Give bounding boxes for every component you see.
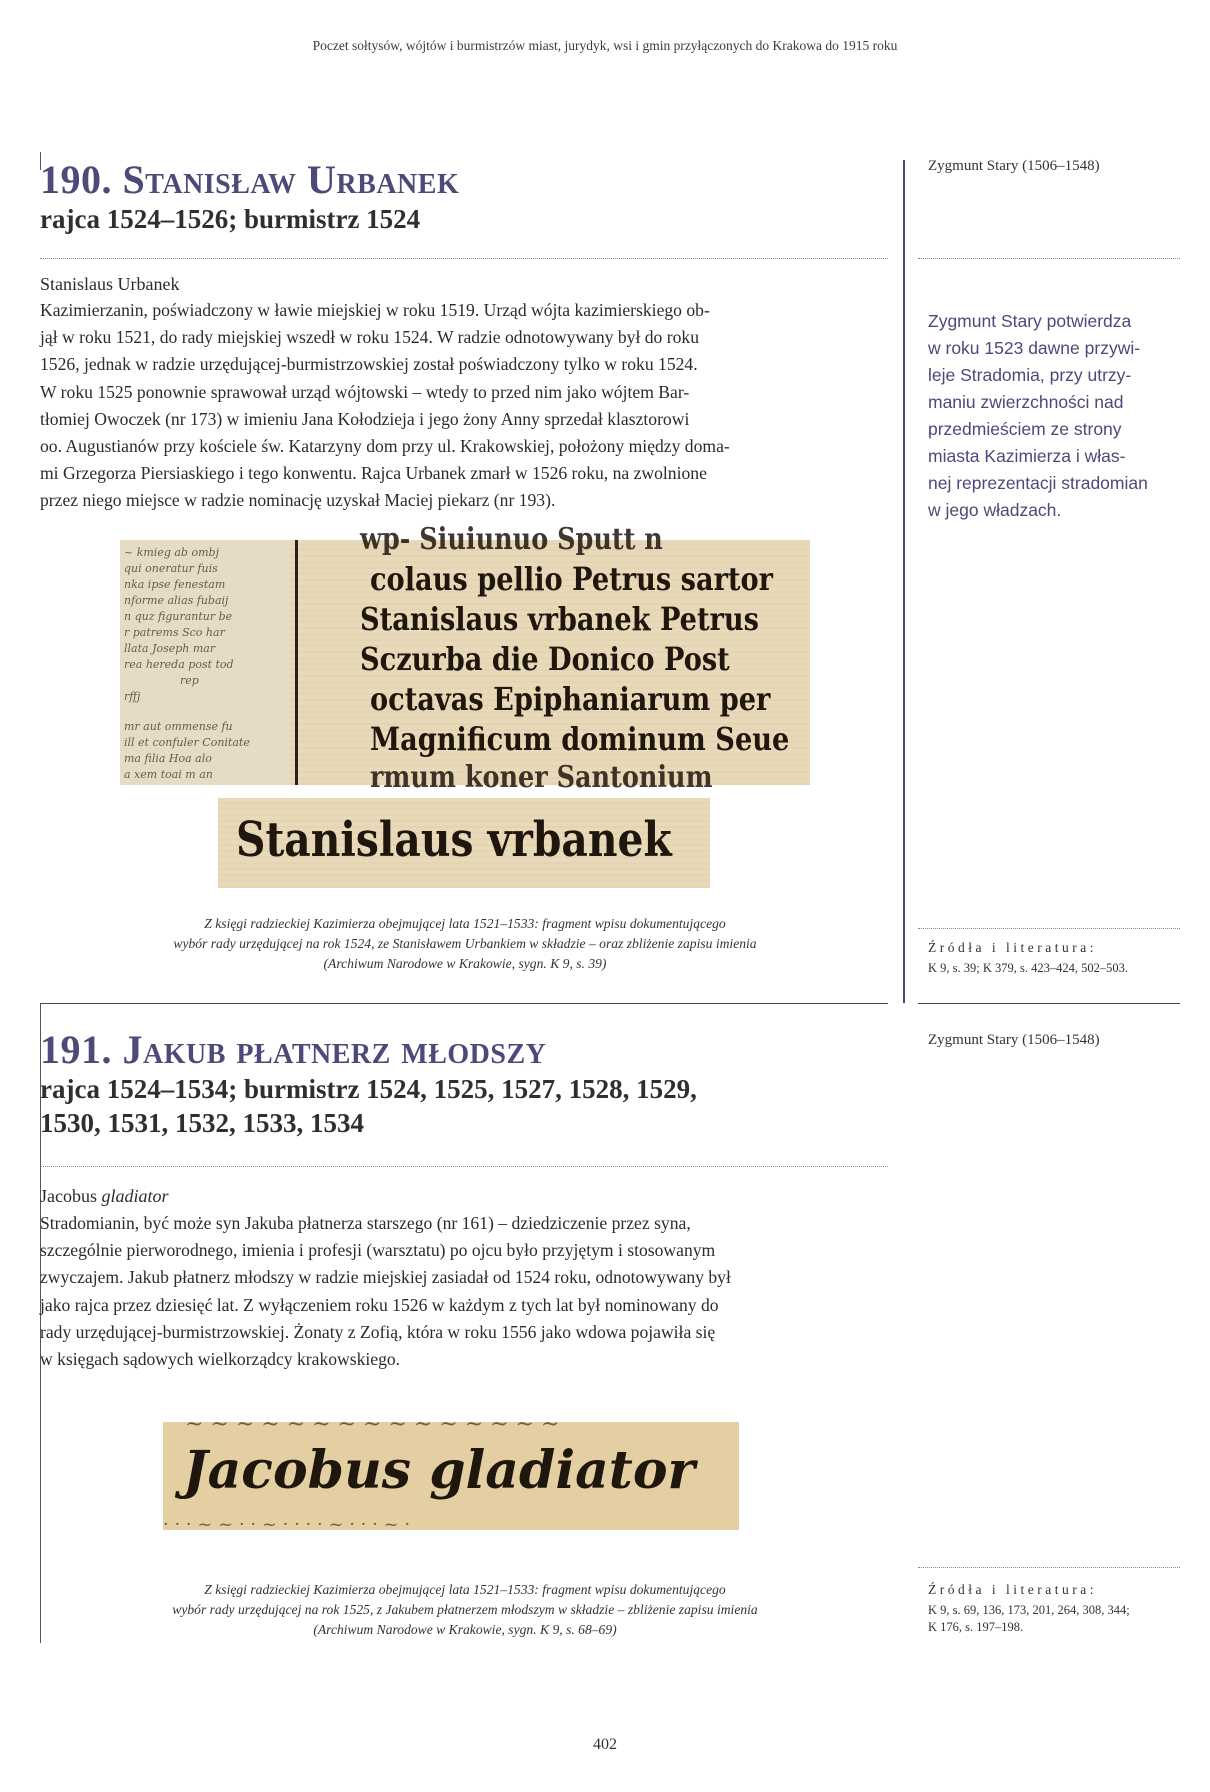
entry-title (40, 1026, 546, 1073)
body-line: Stradomianin, być może syn Jakuba płatnerza starszego (nr 161) – dziedziczenie przez syna, (40, 1213, 691, 1233)
manuscript-margin-notes: ~ kmieg ab ombj qui oneratur fuis nka ipse fenestam nforme alias fubaij n quz figurantur be r patrems Sco har llata Joseph mar rea hereda post tod rep rffj mr aut ommense fu ill et confuler Conitate ma filia Hoa alo a xem toai m an (120, 540, 290, 785)
side-note-line: nej reprezentacji stradomian (928, 473, 1148, 493)
caption-line: (Archiwum Narodowe w Krakowie, sygn. K 9, s. 39) (323, 956, 607, 971)
column-divider (903, 160, 905, 1003)
entry-subtitle: rajca 1524–1526; burmistrz 1524 (40, 204, 421, 234)
caption-line: Z księgi radzieckiej Kazimierza obejmującej lata 1521–1533: fragment wpisu dokumentującego (204, 916, 726, 931)
side-divider (918, 1003, 1180, 1004)
sources-rule (918, 928, 1180, 929)
body-line: oo. Augustianów przy kościele św. Katarzyny dom przy ul. Krakowskiej, położony między doma- (40, 436, 730, 457)
body-line: jął w roku 1521, do rady miejskiej wszedł w roku 1524. W radzie odnotowywany był do roku (40, 327, 700, 348)
manuscript-line: Stanislaus vrbanek Petrus (360, 600, 759, 638)
entry-title (40, 156, 459, 203)
side-reign-heading: Zygmunt Stary (1506–1548) (928, 1032, 1100, 1048)
body-line: w księgach sądowych wielkorządcy krakowskiego. (40, 1349, 401, 1370)
sources-text (928, 960, 1188, 977)
sources-rule (918, 1567, 1180, 1568)
body-line: 1526, jednak w radzie urzędującej-burmistrzowskiej został poświadczony tylko w roku 1524. (40, 354, 698, 375)
latin-name (40, 1186, 169, 1207)
sources-label: Źródła i literatura: (928, 1582, 1097, 1597)
manuscript-line: colaus pellio Petrus sartor (370, 560, 773, 598)
side-rule (918, 258, 1180, 259)
caption-line: Z księgi radzieckiej Kazimierza obejmującej lata 1521–1533: fragment wpisu dokumentującego (204, 1582, 726, 1597)
manuscript-column-line (295, 540, 298, 785)
latin-name (40, 274, 179, 295)
entry-number: 191. (40, 1027, 112, 1072)
figure-caption (40, 1580, 890, 1640)
entry-subtitle (40, 1072, 880, 1140)
entry-name: Jakub płatnerz młodszy (122, 1027, 547, 1072)
caption-line: wybór rady urzędującej na rok 1525, z Jakubem płatnerzem młodszym w składzie – zbliżenie zapisu imienia (172, 1602, 758, 1617)
figure-caption (40, 914, 890, 974)
body-line: Kazimierzanin, poświadczony w ławie miejskiej w roku 1519. Urząd wójta kazimierskiego ob- (40, 300, 710, 320)
entry-divider (40, 1003, 888, 1004)
sources-text (928, 1602, 1188, 1636)
title-rule (40, 1166, 888, 1167)
entry-number: 190. (40, 157, 112, 202)
latin-name-italic: gladiator (101, 1186, 169, 1206)
latin-name-plain: Stanislaus Urbanek (40, 274, 180, 294)
manuscript-line: Magnificum dominum Seue (370, 720, 790, 758)
subtitle-line: rajca 1524–1534; burmistrz 1524, 1525, 1527, 1528, 1529, (40, 1074, 697, 1104)
latin-name-plain: Jacobus (40, 1186, 102, 1206)
body-line: rady urzędującej-burmistrzowskiej. Żonaty z Zofią, która w roku 1556 jako wdowa pojawiła się (40, 1321, 716, 1342)
closeup-text: Jacobus gladiator (183, 1440, 695, 1501)
subtitle-line: 1530, 1531, 1532, 1533, 1534 (40, 1108, 364, 1138)
body-line: mi Grzegorza Piersiaskiego i tego konwentu. Rajca Urbanek zmarł w 1526 roku, na zwolnione (40, 463, 707, 484)
sources-line: K 176, s. 197–198. (928, 1620, 1024, 1634)
body-line: zwyczajem. Jakub płatnerz młodszy w radzie miejskiej zasiadał od 1524 roku, odnotowywany był (40, 1267, 731, 1288)
sources-line: K 9, s. 69, 136, 173, 201, 264, 308, 344; (928, 1603, 1130, 1617)
closeup-text: Stanislaus vrbanek (236, 812, 672, 868)
side-note-line: miasta Kazimierza i włas- (928, 446, 1126, 466)
sources-label: Źródła i literatura: (928, 940, 1097, 955)
sources-line: K 9, s. 39; K 379, s. 423–424, 502–503. (928, 961, 1129, 975)
manuscript-fragment-image: ~ kmieg ab ombj qui oneratur fuis nka ipse fenestam nforme alias fubaij n quz figurantur be r patrems Sco har llata Joseph mar rea hereda post tod rep rffj mr aut ommense fu ill et confuler Conitate ma filia Hoa alo a xem toai m an wp- Siuiunuo Sputt n colaus pellio Petrus sartor Stanislaus vrbanek Petrus Sczurba die Donico Post octavas Epiphaniarum per Magnificum dominum Seue rmum koner Santonium (120, 540, 810, 785)
side-note (928, 308, 1150, 524)
page-number: 402 (593, 1736, 617, 1753)
caption-line: (Archiwum Narodowe w Krakowie, sygn. K 9, s. 68–69) (313, 1622, 617, 1637)
entry-body (40, 297, 890, 515)
body-line: przez niego miejsce w radzie nominację uzyskał Maciej piekarz (nr 193). (40, 490, 556, 511)
body-line: jako rajca przez dziesięć lat. Z wyłączeniem roku 1526 w każdym z tych lat był nominowany do (40, 1294, 719, 1315)
running-head: Poczet sołtysów, wójtów i burmistrzów miast, jurydyk, wsi i gmin przyłączonych do Krakowa do 1915 roku (312, 38, 898, 53)
side-reign-heading: Zygmunt Stary (1506–1548) (928, 158, 1100, 174)
body-line: szczególnie pierworodnego, imienia i profesji (warsztatu) po ojcu było przyjętym i stosowanym (40, 1240, 716, 1261)
name-closeup-image (218, 798, 710, 888)
entry-body (40, 1210, 890, 1373)
body-line: W roku 1525 ponownie sprawował urząd wójtowski – wtedy to przed nim jako wójtem Bar- (40, 381, 690, 402)
manuscript-line: octavas Epiphaniarum per (370, 680, 771, 718)
manuscript-line: Sczurba die Donico Post (360, 640, 730, 678)
body-line: tłomiej Owoczek (nr 173) w imieniu Jana Kołodzieja i jego żony Anny sprzedał klasztorowi (40, 408, 690, 429)
side-note-line: w jego władzach. (928, 500, 1062, 520)
entry-name: Stanisław Urbanek (122, 157, 460, 202)
side-note-line: przedmieściem ze strony (928, 419, 1122, 439)
name-closeup-image: ~ ~ ~ ~ ~ ~ ~ ~ ~ ~ ~ ~ ~ ~ ~ Jacobus gladiator · · · ~ ~ · · ~ · · · · ~ · · · ~ · (163, 1422, 739, 1530)
caption-line: wybór rady urzędującej na rok 1524, ze Stanisławem Urbankiem w składzie – oraz zbliżenie zapisu imienia (173, 936, 757, 951)
side-note-line: leje Stradomia, przy utrzy- (928, 365, 1132, 385)
side-note-line: w roku 1523 dawne przywi- (928, 338, 1141, 358)
side-note-line: Zygmunt Stary potwierdza (928, 311, 1132, 331)
title-rule (40, 258, 888, 259)
side-note-line: maniu zwierzchności nad (928, 392, 1124, 412)
